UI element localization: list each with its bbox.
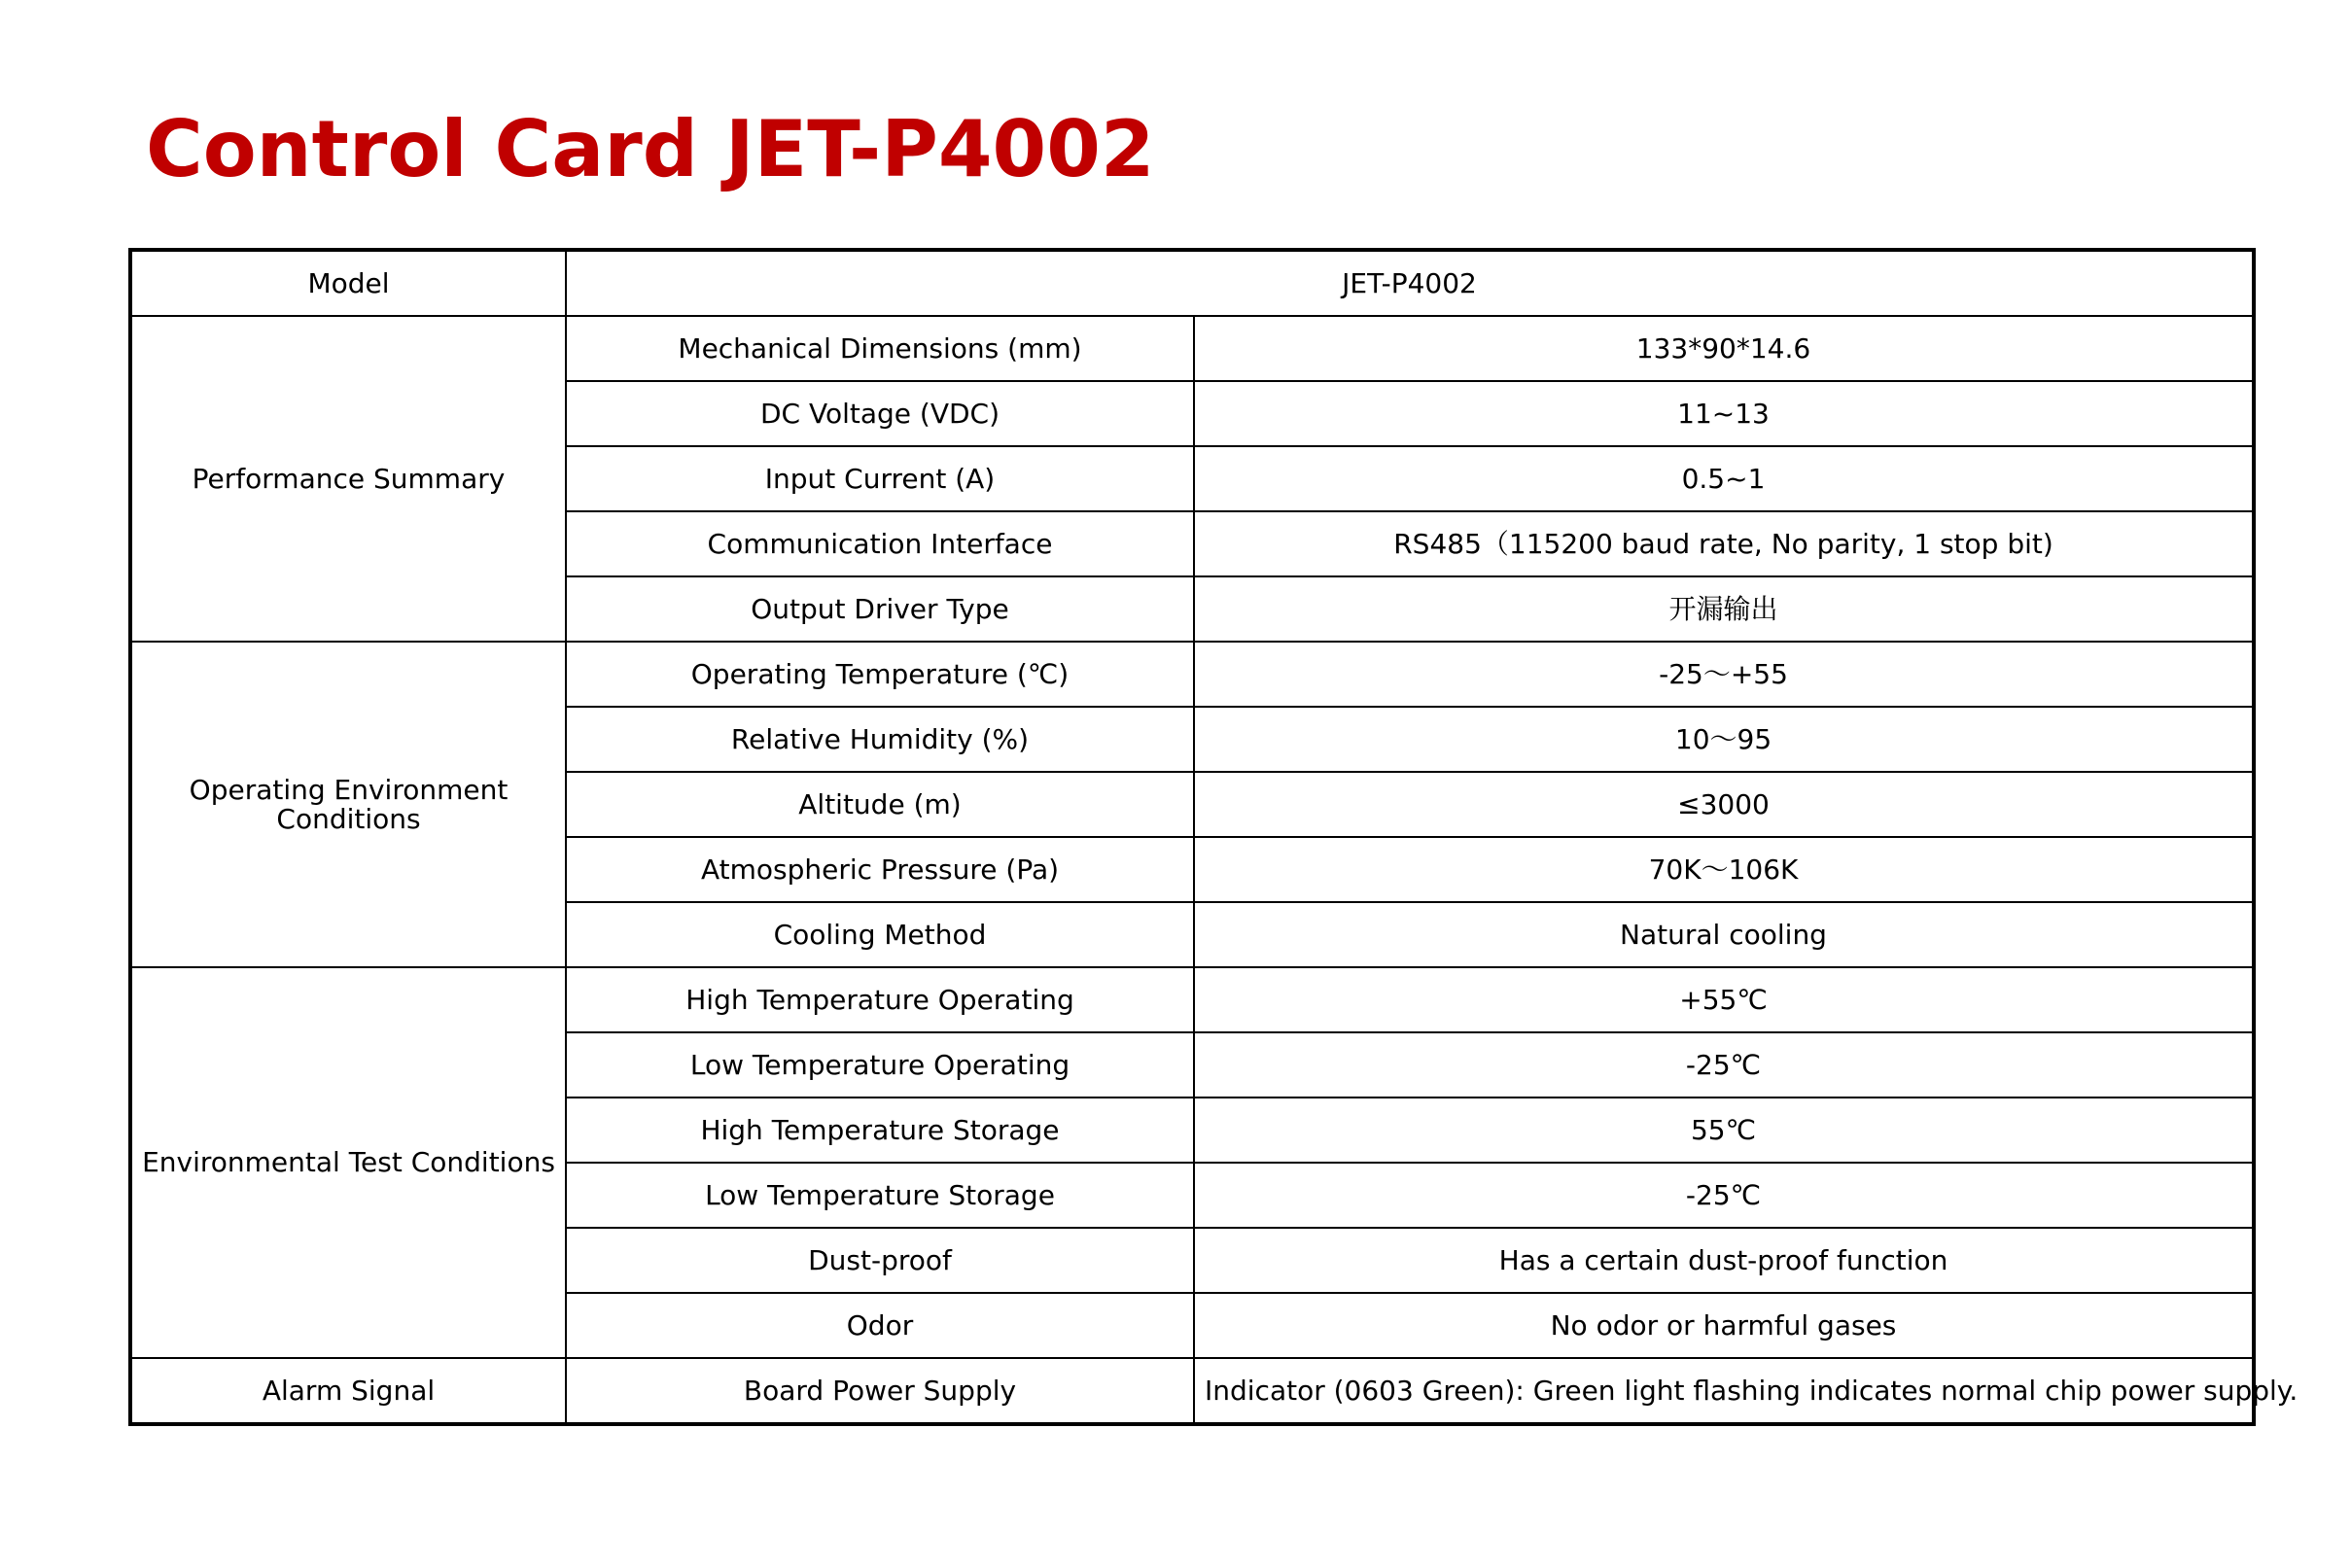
- group-label: Performance Summary: [130, 316, 566, 642]
- param-value: Natural cooling: [1194, 902, 2254, 967]
- param-value: -25℃: [1194, 1032, 2254, 1098]
- param-value: Has a certain dust-proof function: [1194, 1228, 2254, 1293]
- param-label: Low Temperature Storage: [566, 1163, 1194, 1228]
- group-label: Environmental Test Conditions: [130, 967, 566, 1358]
- param-value: 开漏输出: [1194, 576, 2254, 642]
- param-value: 55℃: [1194, 1098, 2254, 1163]
- param-value: 0.5~1: [1194, 446, 2254, 511]
- param-label: Atmospheric Pressure (Pa): [566, 837, 1194, 902]
- model-label: Model: [130, 250, 566, 316]
- param-label: Output Driver Type: [566, 576, 1194, 642]
- param-value: -25～+55: [1194, 642, 2254, 707]
- table-row: [130, 642, 2254, 707]
- param-label: DC Voltage (VDC): [566, 381, 1194, 446]
- param-label: Relative Humidity (%): [566, 707, 1194, 772]
- param-value: Indicator (0603 Green): Green light flashing indicates normal chip power supply.: [1194, 1358, 2254, 1424]
- table-row: [130, 250, 2254, 316]
- param-value: 133*90*14.6: [1194, 316, 2254, 381]
- spec-table: [128, 248, 2298, 1426]
- param-label: Odor: [566, 1293, 1194, 1358]
- param-value: -25℃: [1194, 1163, 2254, 1228]
- param-label: High Temperature Storage: [566, 1098, 1194, 1163]
- param-label: Altitude (m): [566, 772, 1194, 837]
- param-value: RS485（115200 baud rate, No parity, 1 stop bit): [1194, 511, 2254, 576]
- param-value: +55℃: [1194, 967, 2254, 1032]
- param-label: Board Power Supply: [566, 1358, 1194, 1424]
- param-value: 11~13: [1194, 381, 2254, 446]
- model-value: JET-P4002: [566, 250, 2254, 316]
- param-value: 10～95: [1194, 707, 2254, 772]
- page-title: Control Card JET-P4002: [146, 104, 1155, 194]
- param-label: Dust-proof: [566, 1228, 1194, 1293]
- param-label: Low Temperature Operating: [566, 1032, 1194, 1098]
- param-label: Input Current (A): [566, 446, 1194, 511]
- param-value: 70K～106K: [1194, 837, 2254, 902]
- param-value: ≤3000: [1194, 772, 2254, 837]
- param-label: Communication Interface: [566, 511, 1194, 576]
- table-row: [130, 967, 2254, 1032]
- param-label: High Temperature Operating: [566, 967, 1194, 1032]
- group-label: Alarm Signal: [130, 1358, 566, 1424]
- group-label: Operating Environment Conditions: [130, 642, 566, 967]
- table-row: [130, 316, 2254, 381]
- param-label: Mechanical Dimensions (mm): [566, 316, 1194, 381]
- param-label: Operating Temperature (℃): [566, 642, 1194, 707]
- param-label: Cooling Method: [566, 902, 1194, 967]
- param-value: No odor or harmful gases: [1194, 1293, 2254, 1358]
- table-row: [130, 1358, 2254, 1424]
